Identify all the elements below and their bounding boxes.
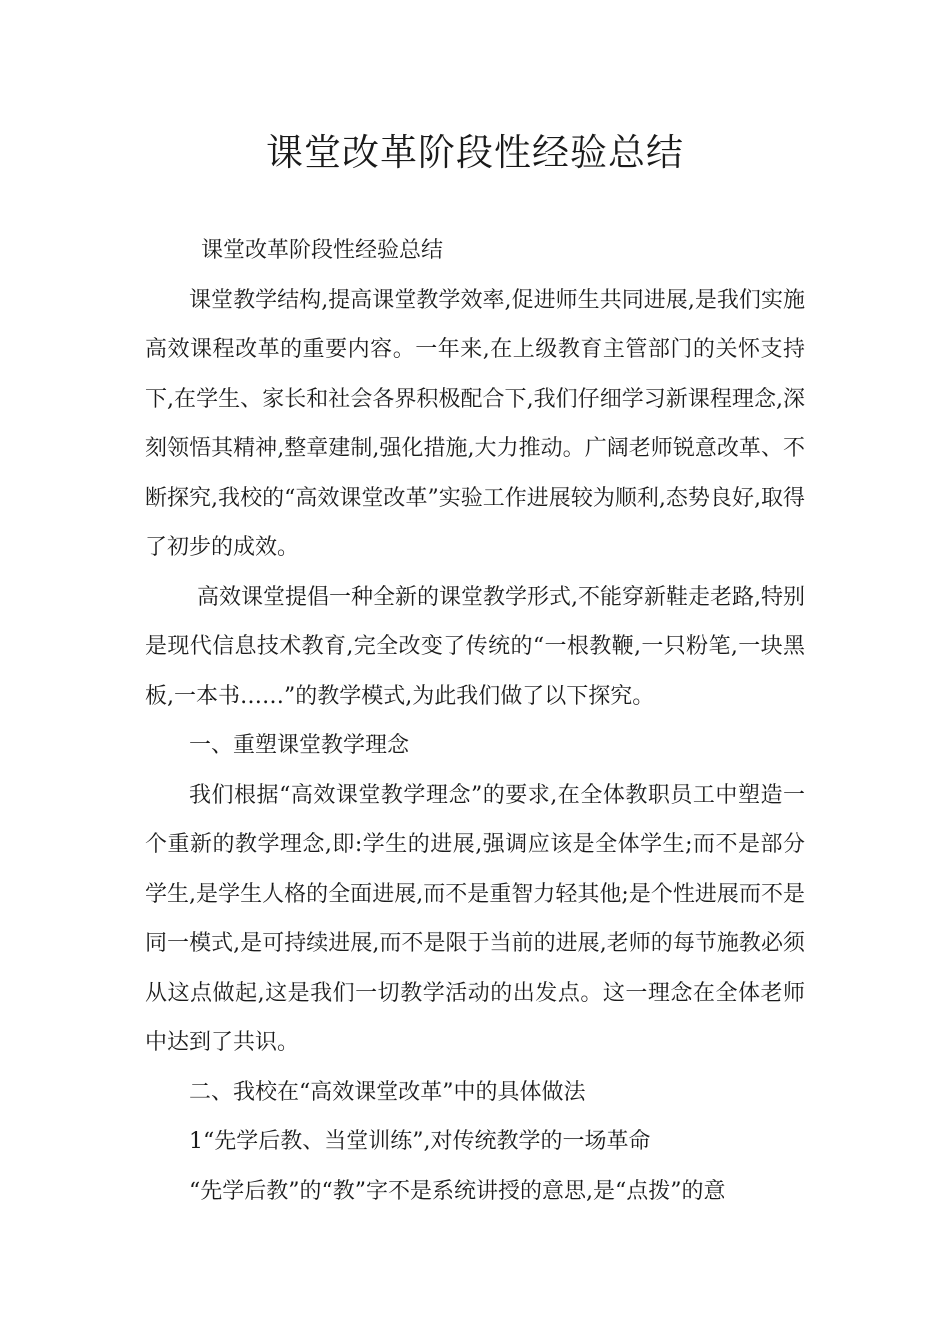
document-body bbox=[145, 226, 805, 1216]
paragraph-efficient-classroom: 高效课堂提倡一种全新的课堂教学形式,不能穿新鞋走老路,特别是现代信息技术教育,完全改变了传统的“一根教鞭,一只粉笔,一块黑板,一本书……”的教学模式,为此我们做了以下探究。 bbox=[145, 584, 805, 709]
subsection-heading-1: 1“先学后教、当堂训练”,对传统教学的一场革命 bbox=[189, 1129, 651, 1154]
document-title: 课堂改革阶段性经验总结 bbox=[266, 131, 684, 174]
paragraph-teaching-philosophy: 我们根据“高效课堂教学理念”的要求,在全体教职员工中塑造一个重新的教学理念,即:学生的进展,强调应该是全体学生;而不是部分学生,是学生人格的全面进展,而不是重智力轻其他;是个性进展而不是同一模式,是可持续进展,而不是限于当前的进展,老师的每节施教必须从这点做起,这是我们一切教学活动的出发点。这一理念在全体老师中达到了共识。 bbox=[145, 782, 805, 1055]
body-subtitle: 课堂改革阶段性经验总结 bbox=[201, 238, 444, 263]
section-heading-2: 二、我校在“高效课堂改革”中的具体做法 bbox=[189, 1079, 586, 1105]
paragraph-xian-xue-hou-jiao: “先学后教”的“教”字不是系统讲授的意思,是“点拨”的意 bbox=[189, 1178, 726, 1204]
section-heading-1: 一、重塑课堂教学理念 bbox=[189, 733, 410, 758]
paragraph-intro: 课堂教学结构,提高课堂教学效率,促进师生共同进展,是我们实施高效课程改革的重要内容。一年来,在上级教育主管部门的关怀支持下,在学生、家长和社会各界积极配合下,我们仔细学习新课程理念,深刻领悟其精神,整章建制,强化措施,大力推动。广阔老师锐意改革、不断探究,我校的“高效课堂改革”实验工作进展较为顺利,态势良好,取得了初步的成效。 bbox=[145, 287, 805, 560]
